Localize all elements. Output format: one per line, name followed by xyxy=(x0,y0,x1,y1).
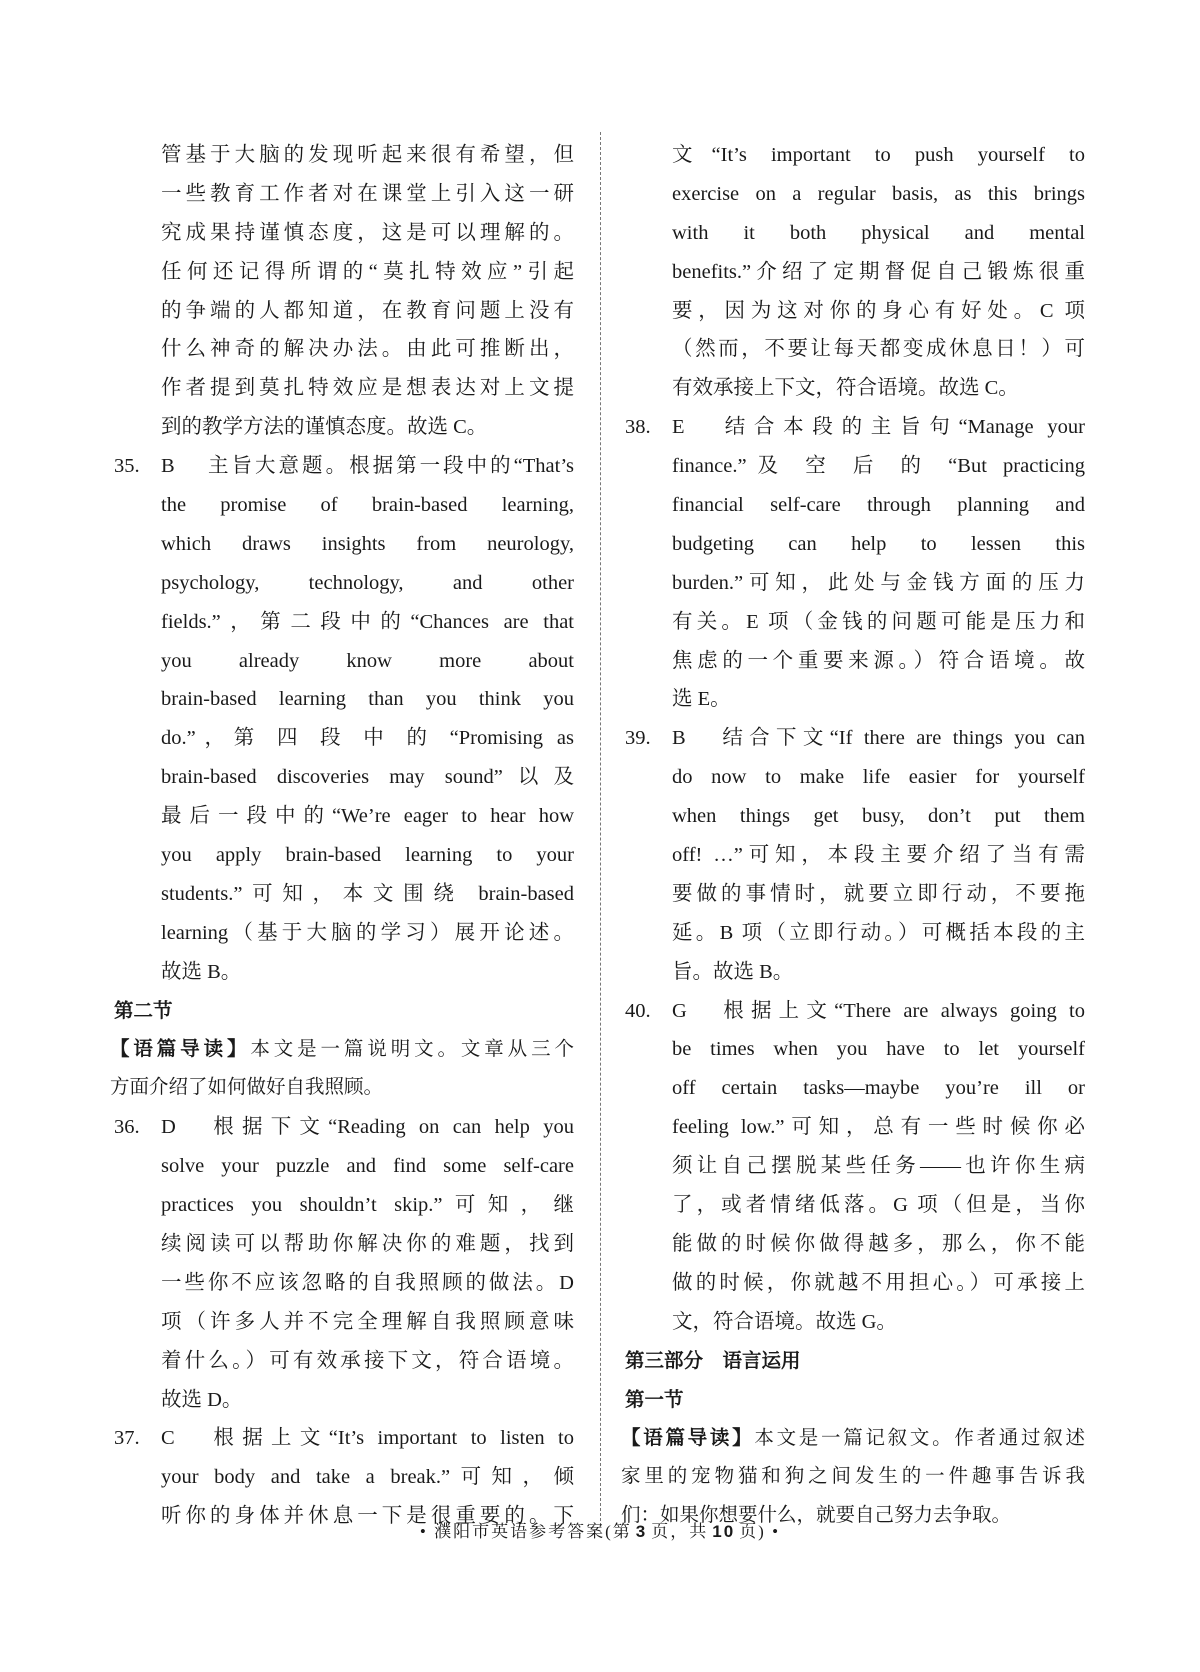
line-text: practices you shouldn’t skip.”可知，继 xyxy=(161,1194,574,1217)
footer-page-number: 3 xyxy=(635,1522,648,1541)
text-line xyxy=(110,253,574,292)
line-text: 任何还记得所谓的“莫扎特效应”引起 xyxy=(161,260,574,283)
line-text: 续阅读可以帮助你解决你的难题，找到 xyxy=(161,1232,574,1255)
text-line xyxy=(110,603,574,642)
text-line xyxy=(110,292,574,331)
line-text: students.”可知，本文围绕 brain-based xyxy=(161,882,574,905)
line-text: financial self-care through planning and xyxy=(672,494,1085,517)
line-text: finance.”及 空 后 的 “But practicing xyxy=(672,455,1085,478)
line-text: exercise on a regular basis, as this brings xyxy=(672,182,1085,205)
footer-mid: 页，共 xyxy=(651,1522,709,1541)
line-text: 焦虑的一个重要来源。）符合语境。故 xyxy=(672,649,1085,672)
text-line xyxy=(110,797,574,836)
line-text: 文，符合语境。故选 G。 xyxy=(672,1310,897,1333)
text-line xyxy=(621,1030,1085,1069)
line-text: 一些教育工作者对在课堂上引入这一研 xyxy=(161,182,574,205)
line-text: 管基于大脑的发现听起来很有希望，但 xyxy=(161,144,574,166)
line-text: 根据下文“Reading on can help you xyxy=(205,1116,574,1139)
text-line xyxy=(621,1303,1085,1342)
line-text: learning（基于大脑的学习）展开论述。 xyxy=(161,921,574,944)
line-text: 选 E。 xyxy=(672,688,731,711)
footer-suffix: 页) xyxy=(739,1522,766,1541)
text-line xyxy=(110,1419,574,1458)
answer-item xyxy=(621,719,1085,991)
text-line xyxy=(621,564,1085,603)
intro-text: 本文是一篇说明文。文章从三个 xyxy=(250,1039,574,1061)
text-line xyxy=(110,1303,574,1342)
intro-text: 方面介绍了如何做好自我照顾。 xyxy=(110,1077,384,1099)
line-text: with it both physical and mental xyxy=(672,221,1085,244)
line-text: off certain tasks—maybe you’re ill or xyxy=(672,1077,1085,1100)
line-text: 故选 D。 xyxy=(161,1388,243,1411)
intro-line xyxy=(110,1069,574,1108)
question-number: 35. xyxy=(114,455,140,478)
line-text: 听你的身体并休息一下是很重要的。下 xyxy=(161,1505,574,1528)
line-text: 要做的事情时，就要立即行动，不要拖 xyxy=(672,882,1085,905)
text-line xyxy=(110,914,574,953)
text-line xyxy=(621,1147,1085,1186)
section-heading: 第三部分 语言运用 xyxy=(625,1348,801,1372)
line-text: 根据上文“There are always going to xyxy=(716,999,1085,1022)
intro-line xyxy=(621,1419,1085,1458)
intro-label: 【语篇导读】 xyxy=(621,1426,755,1450)
left-column xyxy=(110,136,574,1536)
right-column xyxy=(621,136,1085,1536)
question-number: 38. xyxy=(625,416,651,439)
text-line xyxy=(621,836,1085,875)
text-line xyxy=(621,680,1085,719)
text-line xyxy=(110,1381,574,1420)
answer-letter: E xyxy=(672,416,685,439)
line-text: 项（许多人并不完全理解自我照顾意味 xyxy=(161,1310,574,1333)
text-line xyxy=(110,953,574,992)
text-line xyxy=(110,1264,574,1303)
line-text: you apply brain-based learning to your xyxy=(161,844,574,867)
text-line xyxy=(621,1108,1085,1147)
line-text: the promise of brain-based learning, xyxy=(161,494,574,517)
text-line xyxy=(621,953,1085,992)
text-line xyxy=(110,719,574,758)
section-heading: 第二节 xyxy=(114,998,173,1022)
text-line xyxy=(621,914,1085,953)
answer-letter: B xyxy=(672,727,686,750)
line-text: 了，或者情绪低落。G 项（但是，当你 xyxy=(672,1194,1085,1217)
line-text: 有效承接上下文，符合语境。故选 C。 xyxy=(672,377,1019,400)
line-text: 有关。E 项（金钱的问题可能是压力和 xyxy=(672,610,1085,633)
question-number: 39. xyxy=(625,727,651,750)
answer-letter: C xyxy=(161,1427,175,1450)
text-line xyxy=(621,719,1085,758)
text-line xyxy=(621,1186,1085,1225)
line-text: 要，因为这对你的身心有好处。C 项 xyxy=(672,299,1085,322)
text-line xyxy=(110,758,574,797)
line-text: burden.”可知，此处与金钱方面的压力 xyxy=(672,571,1085,594)
line-text: 根据上文“It’s important to listen to xyxy=(205,1427,574,1450)
answer-item xyxy=(621,408,1085,719)
question-number: 36. xyxy=(114,1116,140,1139)
line-text: 一些你不应该忽略的自我照顾的做法。D xyxy=(161,1271,574,1294)
line-text: do.”，第 四 段 中 的 “Promising as xyxy=(161,727,574,750)
passage-intro xyxy=(110,1030,574,1108)
line-text: solve your puzzle and find some self-care xyxy=(161,1155,574,1178)
text-line xyxy=(110,175,574,214)
text-line xyxy=(110,408,574,447)
question-number: 37. xyxy=(114,1427,140,1450)
answer-letter: D xyxy=(161,1116,176,1139)
text-line xyxy=(110,525,574,564)
intro-label: 【语篇导读】 xyxy=(110,1037,251,1061)
text-line xyxy=(621,1225,1085,1264)
line-text: budgeting can help to lessen this xyxy=(672,532,1085,555)
line-text: 最后一段中的“We’re eager to hear how xyxy=(161,805,574,828)
line-text: do now to make life easier for yourself xyxy=(672,766,1085,789)
text-line xyxy=(621,875,1085,914)
line-text: psychology, technology, and other xyxy=(161,571,574,594)
text-line xyxy=(110,836,574,875)
line-text: brain-based learning than you think you xyxy=(161,688,574,711)
line-text: （然而，不要让每天都变成休息日！）可 xyxy=(672,338,1085,361)
line-text: 做的时候，你就越不用担心。）可承接上 xyxy=(672,1271,1085,1294)
answer-item xyxy=(110,1108,574,1419)
line-text: 作者提到莫扎特效应是想表达对上文提 xyxy=(161,377,574,400)
line-text: benefits.”介绍了定期督促自己锻炼很重 xyxy=(672,260,1085,283)
line-text: 须让自己摆脱某些任务——也许你生病 xyxy=(672,1155,1085,1178)
line-text: 延。B 项（立即行动。）可概括本段的主 xyxy=(672,921,1085,944)
answer-letter: G xyxy=(672,999,687,1022)
line-text: 究成果持谨慎态度，这是可以理解的。 xyxy=(161,221,574,244)
text-line xyxy=(110,486,574,525)
text-line xyxy=(621,447,1085,486)
text-line xyxy=(110,1342,574,1381)
intro-text: 家里的宠物猫和狗之间发生的一件趣事告诉我 xyxy=(621,1466,1085,1488)
footer-total-pages: 10 xyxy=(712,1522,736,1541)
line-text: 故选 B。 xyxy=(161,960,242,983)
text-line xyxy=(621,758,1085,797)
line-text: 文“It’s important to push yourself to xyxy=(672,144,1085,166)
text-line xyxy=(110,447,574,486)
text-line xyxy=(621,603,1085,642)
line-text: your body and take a break.”可知，倾 xyxy=(161,1466,574,1489)
text-line xyxy=(621,292,1085,331)
line-text: which draws insights from neurology, xyxy=(161,532,574,555)
text-line xyxy=(621,1264,1085,1303)
answer-item xyxy=(110,447,574,991)
text-line xyxy=(110,369,574,408)
text-line xyxy=(621,253,1085,292)
text-line xyxy=(621,525,1085,564)
text-line xyxy=(110,564,574,603)
page-footer xyxy=(0,1519,1200,1545)
intro-line xyxy=(110,1030,574,1069)
footer-bullet: • xyxy=(419,1522,428,1541)
text-line xyxy=(621,1069,1085,1108)
text-line xyxy=(621,486,1085,525)
intro-text: 们：如果你想要什么，就要自己努力去争取。 xyxy=(621,1505,1012,1527)
text-line xyxy=(621,642,1085,681)
line-text: 结合本段的主旨句“Manage your xyxy=(716,416,1085,439)
intro-line xyxy=(621,1458,1085,1497)
line-text: you already know more about xyxy=(161,649,574,672)
line-text: feeling low.”可知，总有一些时候你必 xyxy=(672,1116,1085,1139)
text-line xyxy=(621,369,1085,408)
line-text: fields.”，第二段中的“Chances are that xyxy=(161,610,574,633)
footer-prefix: 濮阳市英语参考答案(第 xyxy=(434,1522,632,1541)
question-number: 40. xyxy=(625,999,651,1022)
line-text: 结合下文“If there are things you can xyxy=(716,727,1085,750)
text-line xyxy=(110,875,574,914)
answer-item xyxy=(621,992,1085,1342)
line-text: 主旨大意题。根据第一段中的“That’s xyxy=(205,455,574,478)
line-text: when things get busy, don’t put them xyxy=(672,805,1085,828)
line-text: 什么神奇的解决办法。由此可推断出， xyxy=(161,338,574,361)
line-text: 的争端的人都知道，在教育问题上没有 xyxy=(161,299,574,322)
column-divider xyxy=(600,132,601,1526)
text-line xyxy=(110,1108,574,1147)
text-line xyxy=(110,1147,574,1186)
text-line xyxy=(110,642,574,681)
text-line xyxy=(110,1458,574,1497)
line-text: 到的教学方法的谨慎态度。故选 C。 xyxy=(161,416,488,439)
text-line xyxy=(621,992,1085,1031)
text-line xyxy=(110,330,574,369)
footer-bullet: • xyxy=(772,1522,781,1541)
section-heading: 第一节 xyxy=(625,1387,684,1411)
text-line xyxy=(621,797,1085,836)
text-line xyxy=(110,680,574,719)
line-text: brain-based discoveries may sound”以及 xyxy=(161,766,574,789)
text-line xyxy=(110,214,574,253)
line-text: 能做的时候你做得越多，那么，你不能 xyxy=(672,1232,1085,1255)
answer-continuation xyxy=(621,136,1085,408)
text-line xyxy=(621,214,1085,253)
intro-text: 本文是一篇记叙文。作者通过叙述 xyxy=(754,1428,1085,1450)
line-text: be times when you have to let yourself xyxy=(672,1038,1085,1061)
text-line xyxy=(621,175,1085,214)
answer-continuation xyxy=(110,136,574,447)
text-line xyxy=(110,136,574,175)
text-line xyxy=(110,1186,574,1225)
answer-letter: B xyxy=(161,455,175,478)
line-text: 着什么。）可有效承接下文，符合语境。 xyxy=(161,1349,574,1372)
text-line xyxy=(621,136,1085,175)
text-line xyxy=(621,330,1085,369)
text-line xyxy=(110,1225,574,1264)
line-text: off! …”可知，本段主要介绍了当有需 xyxy=(672,844,1085,867)
line-text: 旨。故选 B。 xyxy=(672,960,794,983)
text-line xyxy=(621,408,1085,447)
